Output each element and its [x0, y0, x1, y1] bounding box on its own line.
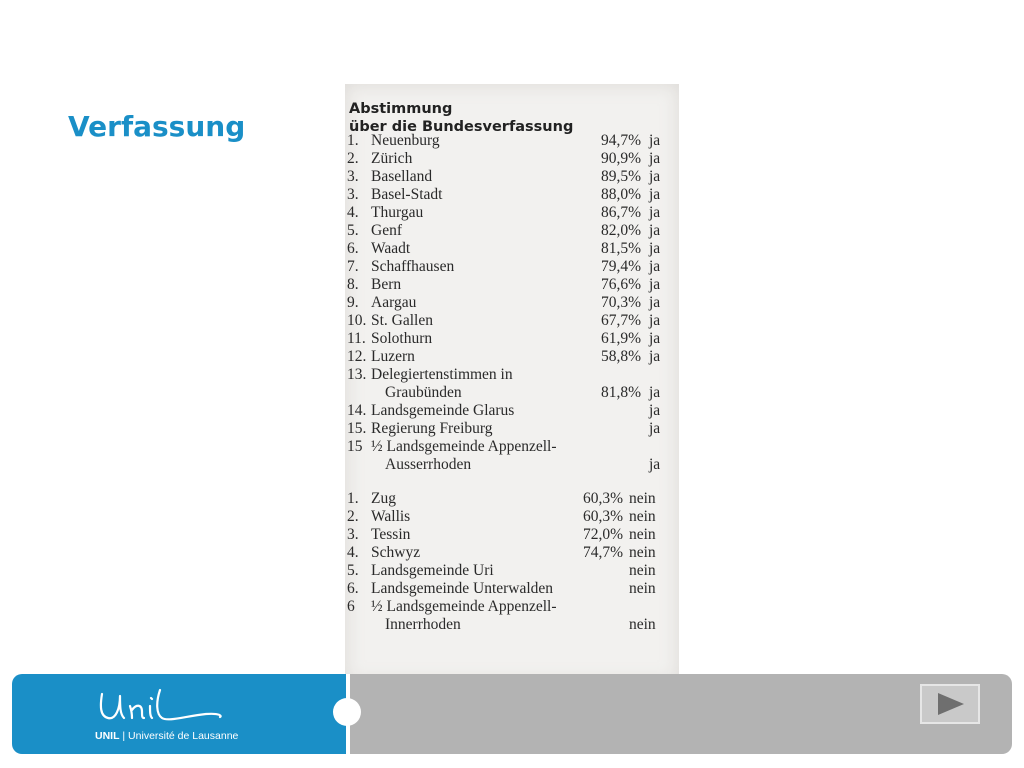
table-row	[345, 348, 679, 366]
row-verdict: nein	[629, 562, 656, 579]
table-row	[345, 258, 679, 276]
unil-logo-script-icon	[96, 686, 266, 730]
row-verdict: ja	[649, 330, 661, 347]
row-pct: 86,7%	[600, 204, 641, 221]
table-row: 13. Delegiertenstimmen in	[347, 366, 513, 383]
row-num: 1.	[347, 132, 359, 149]
row-num: 9.	[347, 294, 359, 311]
row-name: Schaffhausen	[371, 258, 455, 275]
row-num: 6.	[347, 580, 359, 597]
row-name: Baselland	[371, 168, 433, 185]
scan-heading	[349, 100, 573, 136]
row-num: 3.	[347, 526, 359, 543]
row-verdict: nein	[629, 490, 656, 507]
row-num: 11.	[347, 330, 366, 347]
play-triangle-icon	[934, 691, 966, 717]
row-pct: 82,0%	[600, 222, 641, 239]
row-verdict: ja	[649, 186, 661, 203]
slide-title: Verfassung	[68, 110, 246, 143]
table-row: Ausserrhoden ja	[385, 456, 661, 473]
row-pct: 72,0%	[582, 526, 623, 543]
row-name: Basel-Stadt	[371, 186, 443, 203]
row-num: 8.	[347, 276, 359, 293]
row-verdict: nein	[629, 508, 656, 525]
table-row	[345, 330, 679, 348]
table-row	[345, 240, 679, 258]
row-verdict: ja	[649, 204, 661, 221]
next-slide-button[interactable]	[920, 684, 980, 724]
table-row	[345, 580, 679, 598]
row-pct: 79,4%	[600, 258, 641, 275]
footer-nav-bar	[350, 674, 1012, 754]
row-pct: 74,7%	[582, 544, 623, 561]
table-row	[345, 508, 679, 526]
row-num: 10.	[347, 312, 367, 329]
row-pct: 88,0%	[600, 186, 641, 203]
table-row: 14. Landsgemeinde Glarus ja	[347, 402, 661, 419]
row-verdict: ja	[649, 132, 661, 149]
row-num: 7.	[347, 258, 359, 275]
table-row	[345, 312, 679, 330]
row-num: 6.	[347, 240, 359, 257]
row-name: Bern	[371, 276, 402, 293]
table-row	[345, 562, 679, 580]
row-num: 4.	[347, 204, 359, 221]
row-name: Zug	[371, 490, 396, 507]
row-name: St. Gallen	[371, 312, 433, 329]
row-name: Landsgemeinde Uri	[371, 562, 494, 579]
row-pct: 94,7%	[600, 132, 641, 149]
table-row	[345, 186, 679, 204]
row-verdict: ja	[649, 150, 661, 167]
row-verdict: ja	[649, 258, 661, 275]
table-row: Innerrhoden nein	[385, 616, 656, 633]
table-row	[345, 526, 679, 544]
row-num: 5.	[347, 562, 359, 579]
table-row	[345, 150, 679, 168]
row-name: Schwyz	[371, 544, 421, 561]
row-verdict: ja	[649, 168, 661, 185]
row-num: 2.	[347, 150, 359, 167]
table-row	[345, 222, 679, 240]
row-name: Genf	[371, 222, 402, 239]
row-num: 4.	[347, 544, 359, 561]
row-name: Thurgau	[371, 204, 424, 221]
row-pct: 61,9%	[600, 330, 641, 347]
row-num: 3.	[347, 168, 359, 185]
row-name: Waadt	[371, 240, 411, 257]
row-num: 3.	[347, 186, 359, 203]
scan-heading-line2: über die Bundesverfassung	[349, 119, 574, 135]
row-verdict: nein	[629, 544, 656, 561]
row-name: Tessin	[371, 526, 411, 543]
table-row	[345, 276, 679, 294]
row-verdict: ja	[649, 348, 661, 365]
row-name: Zürich	[371, 150, 413, 167]
row-name: Solothurn	[371, 330, 433, 347]
table-row	[345, 132, 679, 150]
row-num: 5.	[347, 222, 359, 239]
row-num: 2.	[347, 508, 359, 525]
table-row: 15 ½ Landsgemeinde Appenzell-	[347, 438, 557, 455]
row-name: Wallis	[371, 508, 411, 525]
row-num: 12.	[347, 348, 367, 365]
row-pct: 58,8%	[600, 348, 641, 365]
row-num: 1.	[347, 490, 359, 507]
row-name: Neuenburg	[371, 132, 440, 149]
row-verdict: ja	[649, 222, 661, 239]
scanned-vote-table	[345, 84, 679, 682]
row-verdict: ja	[649, 312, 661, 329]
row-name: Aargau	[371, 294, 417, 311]
table-row	[345, 168, 679, 186]
row-pct: 60,3%	[582, 508, 623, 525]
row-pct: 90,9%	[600, 150, 641, 167]
row-verdict: ja	[649, 240, 661, 257]
scan-heading-line1: Abstimmung	[349, 101, 453, 117]
row-pct: 89,5%	[600, 168, 641, 185]
row-pct: 60,3%	[582, 490, 623, 507]
row-pct: 76,6%	[600, 276, 641, 293]
table-row: Graubünden 81,8% ja	[385, 384, 661, 401]
row-pct: 70,3%	[600, 294, 641, 311]
table-row	[345, 544, 679, 562]
row-verdict: nein	[629, 580, 656, 597]
table-row	[345, 294, 679, 312]
logo-caption: UNIL | Université de Lausanne	[95, 730, 239, 742]
row-verdict: nein	[629, 526, 656, 543]
table-row	[345, 204, 679, 222]
row-verdict: ja	[649, 276, 661, 293]
row-name: Luzern	[371, 348, 415, 365]
table-row	[345, 490, 679, 508]
row-pct: 67,7%	[600, 312, 641, 329]
row-pct: 81,5%	[600, 240, 641, 257]
footer-dot	[333, 698, 361, 726]
row-name: Landsgemeinde Unterwalden	[371, 580, 554, 597]
table-row: 6 ½ Landsgemeinde Appenzell-	[347, 598, 557, 615]
row-verdict: ja	[649, 294, 661, 311]
table-row: 15. Regierung Freiburg ja	[347, 420, 661, 437]
